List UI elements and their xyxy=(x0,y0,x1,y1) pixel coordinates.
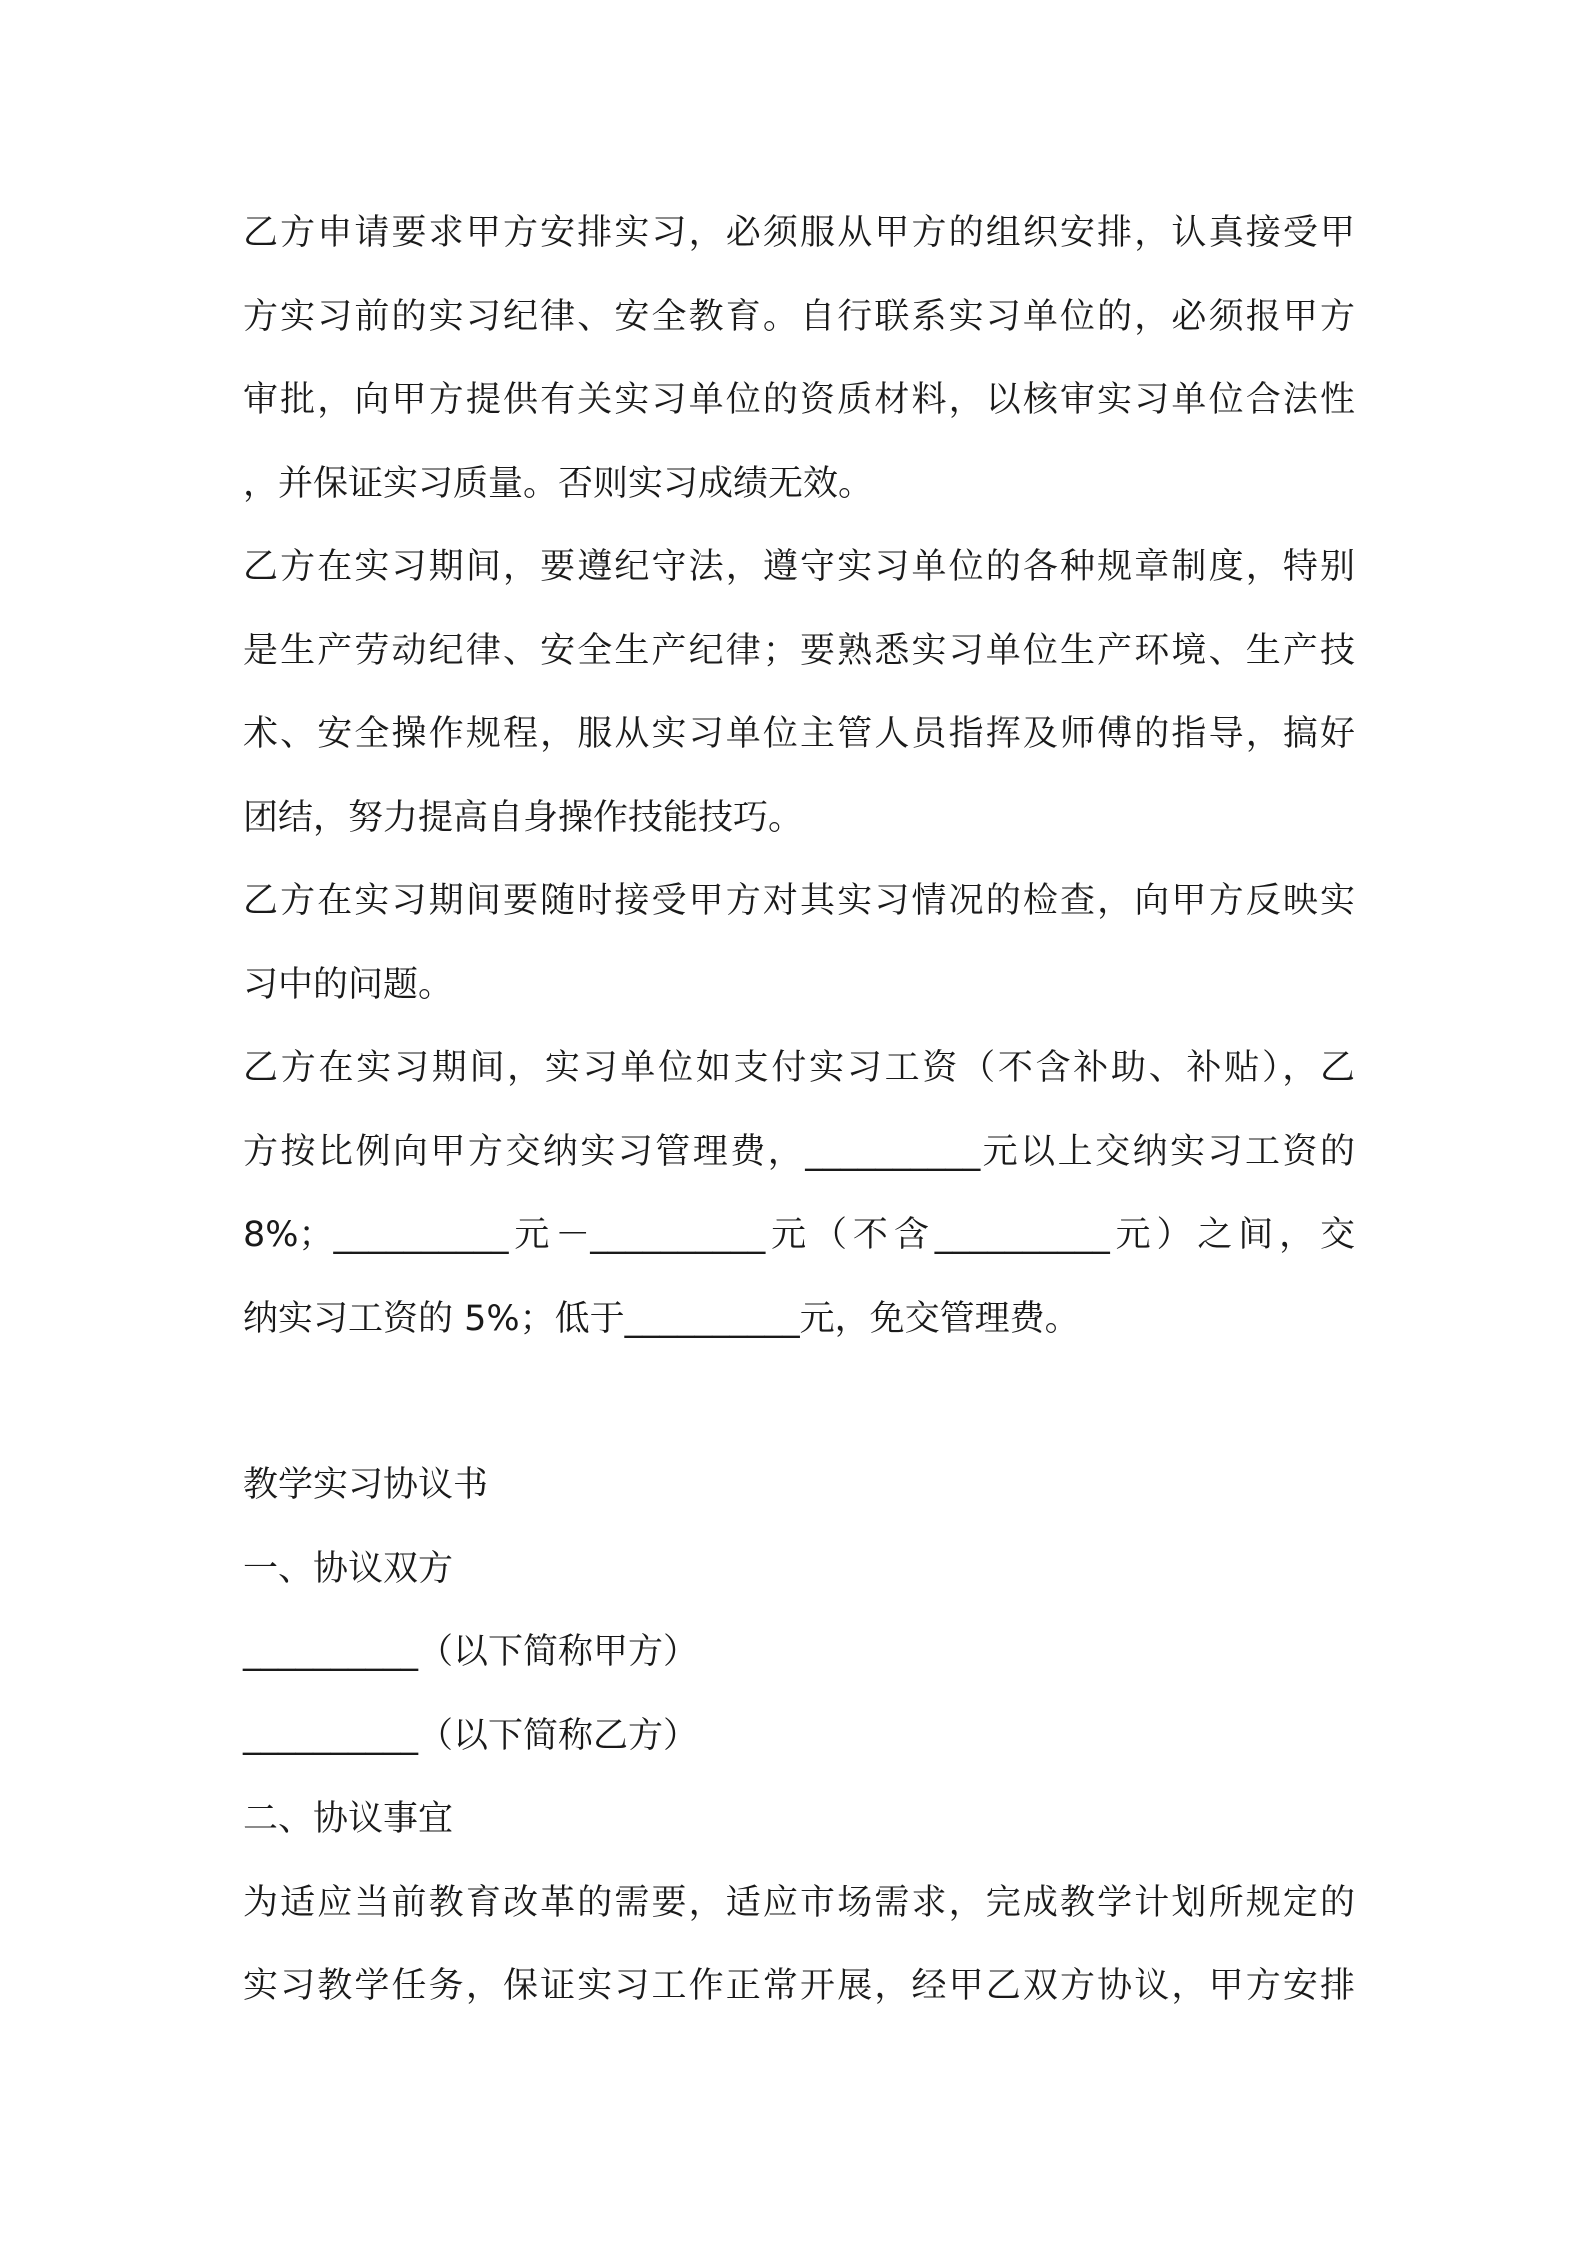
section-heading: 二、协议事宜 xyxy=(243,1799,454,1839)
text-line: 方实习前的实习纪律、安全教育。自行联系实习单位的，必须报甲方 xyxy=(243,296,1355,337)
paragraph xyxy=(243,526,1355,860)
agreement-title: 教学实习协议书 xyxy=(243,1465,489,1505)
text-line: 8%；__________元－__________元（不含__________元）之间，交 xyxy=(243,1215,1355,1255)
party-b-line: __________（以下简称乙方） xyxy=(243,1715,699,1756)
document-body xyxy=(243,192,1355,2029)
text-line: 团结，努力提高自身操作技能技巧。 xyxy=(243,797,804,838)
text-line: 纳实习工资的 5%；低于__________元，免交管理费。 xyxy=(243,1298,1080,1339)
text-line: 实习教学任务，保证实习工作正常开展，经甲乙双方协议，甲方安排 xyxy=(243,1966,1355,2006)
text-line: 为适应当前教育改革的需要，适应市场需求，完成教学计划所规定的 xyxy=(243,1882,1355,1923)
section-spacer xyxy=(243,1361,1355,1444)
paragraph xyxy=(243,860,1355,1027)
text-line: 方按比例向甲方交纳实习管理费，__________元以上交纳实习工资的 xyxy=(243,1131,1355,1172)
party-a-line: __________（以下简称甲方） xyxy=(243,1632,699,1672)
paragraph xyxy=(243,1862,1355,2029)
paragraph xyxy=(243,1027,1355,1361)
text-line: 习中的问题。 xyxy=(243,964,454,1005)
paragraph xyxy=(243,192,1355,526)
text-line: 是生产劳动纪律、安全生产纪律；要熟悉实习单位生产环境、生产技 xyxy=(243,630,1355,671)
text-line: 乙方在实习期间要随时接受甲方对其实习情况的检查，向甲方反映实 xyxy=(243,881,1355,921)
text-line: 乙方在实习期间，实习单位如支付实习工资（不含补助、补贴），乙 xyxy=(243,1048,1355,1088)
text-line: ，并保证实习质量。否则实习成绩无效。 xyxy=(243,463,874,504)
text-line: 审批，向甲方提供有关实习单位的资质材料，以核审实习单位合法性 xyxy=(243,380,1355,420)
text-line: 乙方申请要求甲方安排实习，必须服从甲方的组织安排，认真接受甲 xyxy=(243,213,1355,253)
section-heading: 一、协议双方 xyxy=(243,1548,454,1589)
text-line: 乙方在实习期间，要遵纪守法，遵守实习单位的各种规章制度，特别 xyxy=(243,547,1355,587)
text-line: 术、安全操作规程，服从实习单位主管人员指挥及师傅的指导，搞好 xyxy=(243,714,1355,754)
